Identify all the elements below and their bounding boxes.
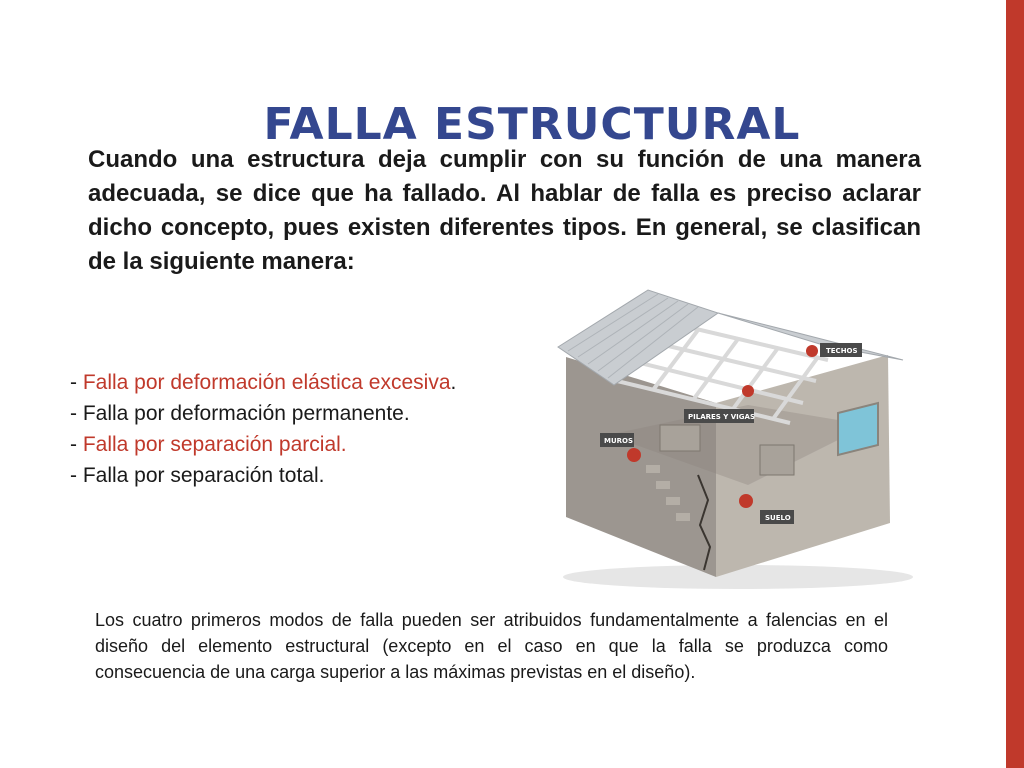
walls-label: MUROS [604,437,634,445]
pillars-label: PILARES Y VIGAS [688,413,755,421]
bullet-dash: - [70,402,83,425]
table [760,445,794,475]
failure-types-list [70,367,456,491]
bullet-dash: - [70,464,83,487]
failure-type-item [70,398,456,429]
sofa [660,425,700,451]
failure-type-text: Falla por deformación permanente. [82,402,410,425]
window [838,403,878,455]
failure-type-item [70,429,456,460]
roof-label: TECHOS [826,347,858,355]
failure-type-suffix: . [450,371,457,394]
house-structure-illustration [548,285,920,595]
failure-type-text: Falla por deformación elástica excesiva [82,371,451,394]
bullet-dash: - [70,433,83,456]
conclusion-paragraph: Los cuatro primeros modos de falla pueden ser atribuidos fundamentalmente a falencias en el diseño del elemento estructural (excepto en el caso en que la falla se produzca como consecuencia de una carga superior a las máximas previstas en el diseño). [95,610,888,682]
bullet-dash: - [70,371,83,394]
floor-marker-icon [739,494,753,508]
roof-marker-icon [806,345,818,357]
front-wall [566,357,716,577]
intro-paragraph: Cuando una estructura deja cumplir con su función de una manera adecuada, se dice que ha fallado. Al hablar de falla es preciso aclarar dicho concepto, pues existen diferentes tipos. En general, se clasifican de la siguiente manera: [88,146,921,275]
failure-type-text: Falla por separación parcial. [82,433,347,456]
failure-type-item [70,460,456,491]
failure-type-text: Falla por separación total. [82,464,325,487]
pillars-marker-icon [742,385,754,397]
walls-marker-icon [627,448,641,462]
floor-label: SUELO [765,514,791,522]
slide-title: FALLA ESTRUCTURAL [263,99,801,151]
failure-type-item [70,367,456,398]
